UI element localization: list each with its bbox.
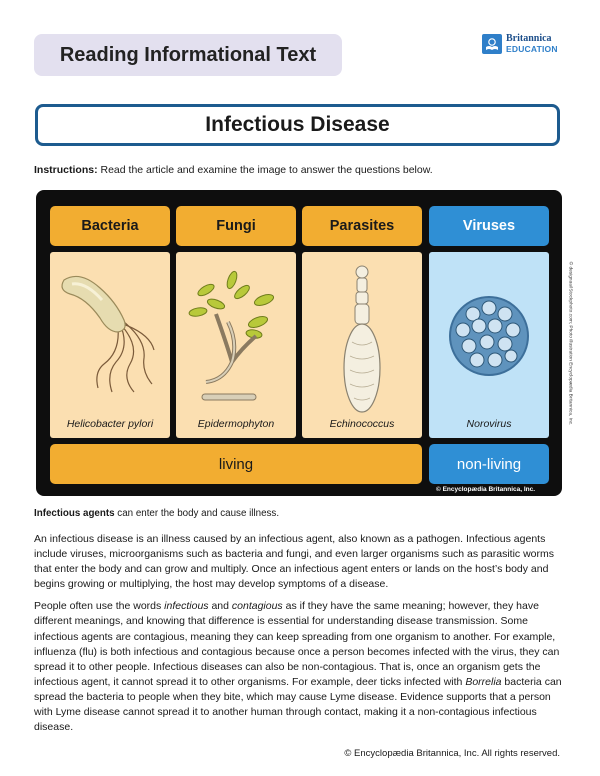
nonliving-label: non-living [456,455,522,473]
organism-viruses: Norovirus [466,418,512,430]
panel-bacteria [50,252,170,438]
panel-fungi [176,252,296,438]
paragraph-1: An infectious disease is an illness caused by an infectious agent, also known as a pathogen. Infectious agents include viruses, microorganisms such as bacteria and fungi, and even larger organisms such as parasitic worms that enter the body and can grow and multiply. Once an infectious agent enters or lands on the host’s body and begins growing or multiplying, the host may develop symptoms of a disease. [34,533,554,591]
instructions [34,164,433,176]
worksheet-type-banner [34,34,342,76]
organism-parasites: Echinococcus [329,418,395,430]
article-title: Infectious Disease [205,113,390,136]
paragraph-2: People often use the words infectious and contagious as if they have the same meaning; however, they have different meanings, and knowing that difference is essential for understanding disease transmission. Some infectious agents are contagious, meaning they can keep spreading from one organism to another. For example, influenza (flu) is both infectious and contagious because once a person becomes infected with the virus, they can spread it to other people. Infectious diseases can also be non-contagious. That is, once an organism gets the infectious agent, it cannot spread it to other organisms. For example, deer ticks infected with Borrelia bacteria can spread the bacteria to people when they bite, which may cause Lyme disease. Evidence supports that a person with Lyme disease cannot spread it to another human through contact, making it a non-contagious infectious disease. [34,600,562,734]
organism-fungi: Epidermophyton [197,418,275,430]
panel-parasites [302,252,422,438]
figure-credit: © Encyclopædia Britannica, Inc. [436,486,536,493]
brand-name: Britannica [506,33,552,44]
heading-viruses: Viruses [429,206,549,246]
instructions-label: Instructions: [34,164,98,176]
bacterium-illustration [50,252,170,438]
instructions-text: Read the article and examine the image to answer the questions below. [97,164,433,176]
nonliving-bar [429,444,549,484]
article-title-box [35,104,560,146]
copyright-footer: © Encyclopædia Britannica, Inc. All rights reserved. [344,748,560,759]
article-body [34,532,570,742]
britannica-logo [482,32,572,56]
living-bar [50,444,422,484]
heading-fungi: Fungi [176,206,296,246]
figure-caption: Infectious agents can enter the body and cause illness. [34,508,280,519]
virus-illustration [429,252,549,438]
organism-bacteria: Helicobacter pylori [66,418,154,430]
heading-parasites: Parasites [302,206,422,246]
living-label: living [218,455,254,473]
heading-bacteria: Bacteria [50,206,170,246]
worksheet-type-label: Reading Informational Text [59,43,317,66]
panel-viruses [429,252,549,438]
parasite-illustration [302,252,422,438]
fungus-illustration [176,252,296,438]
book-globe-icon [482,34,502,54]
image-side-credit: © designua/iStockphoto.com; Photo illustration Encyclopædia Britannica, Inc. [567,261,573,425]
brand-subtitle: EDUCATION [506,44,558,54]
